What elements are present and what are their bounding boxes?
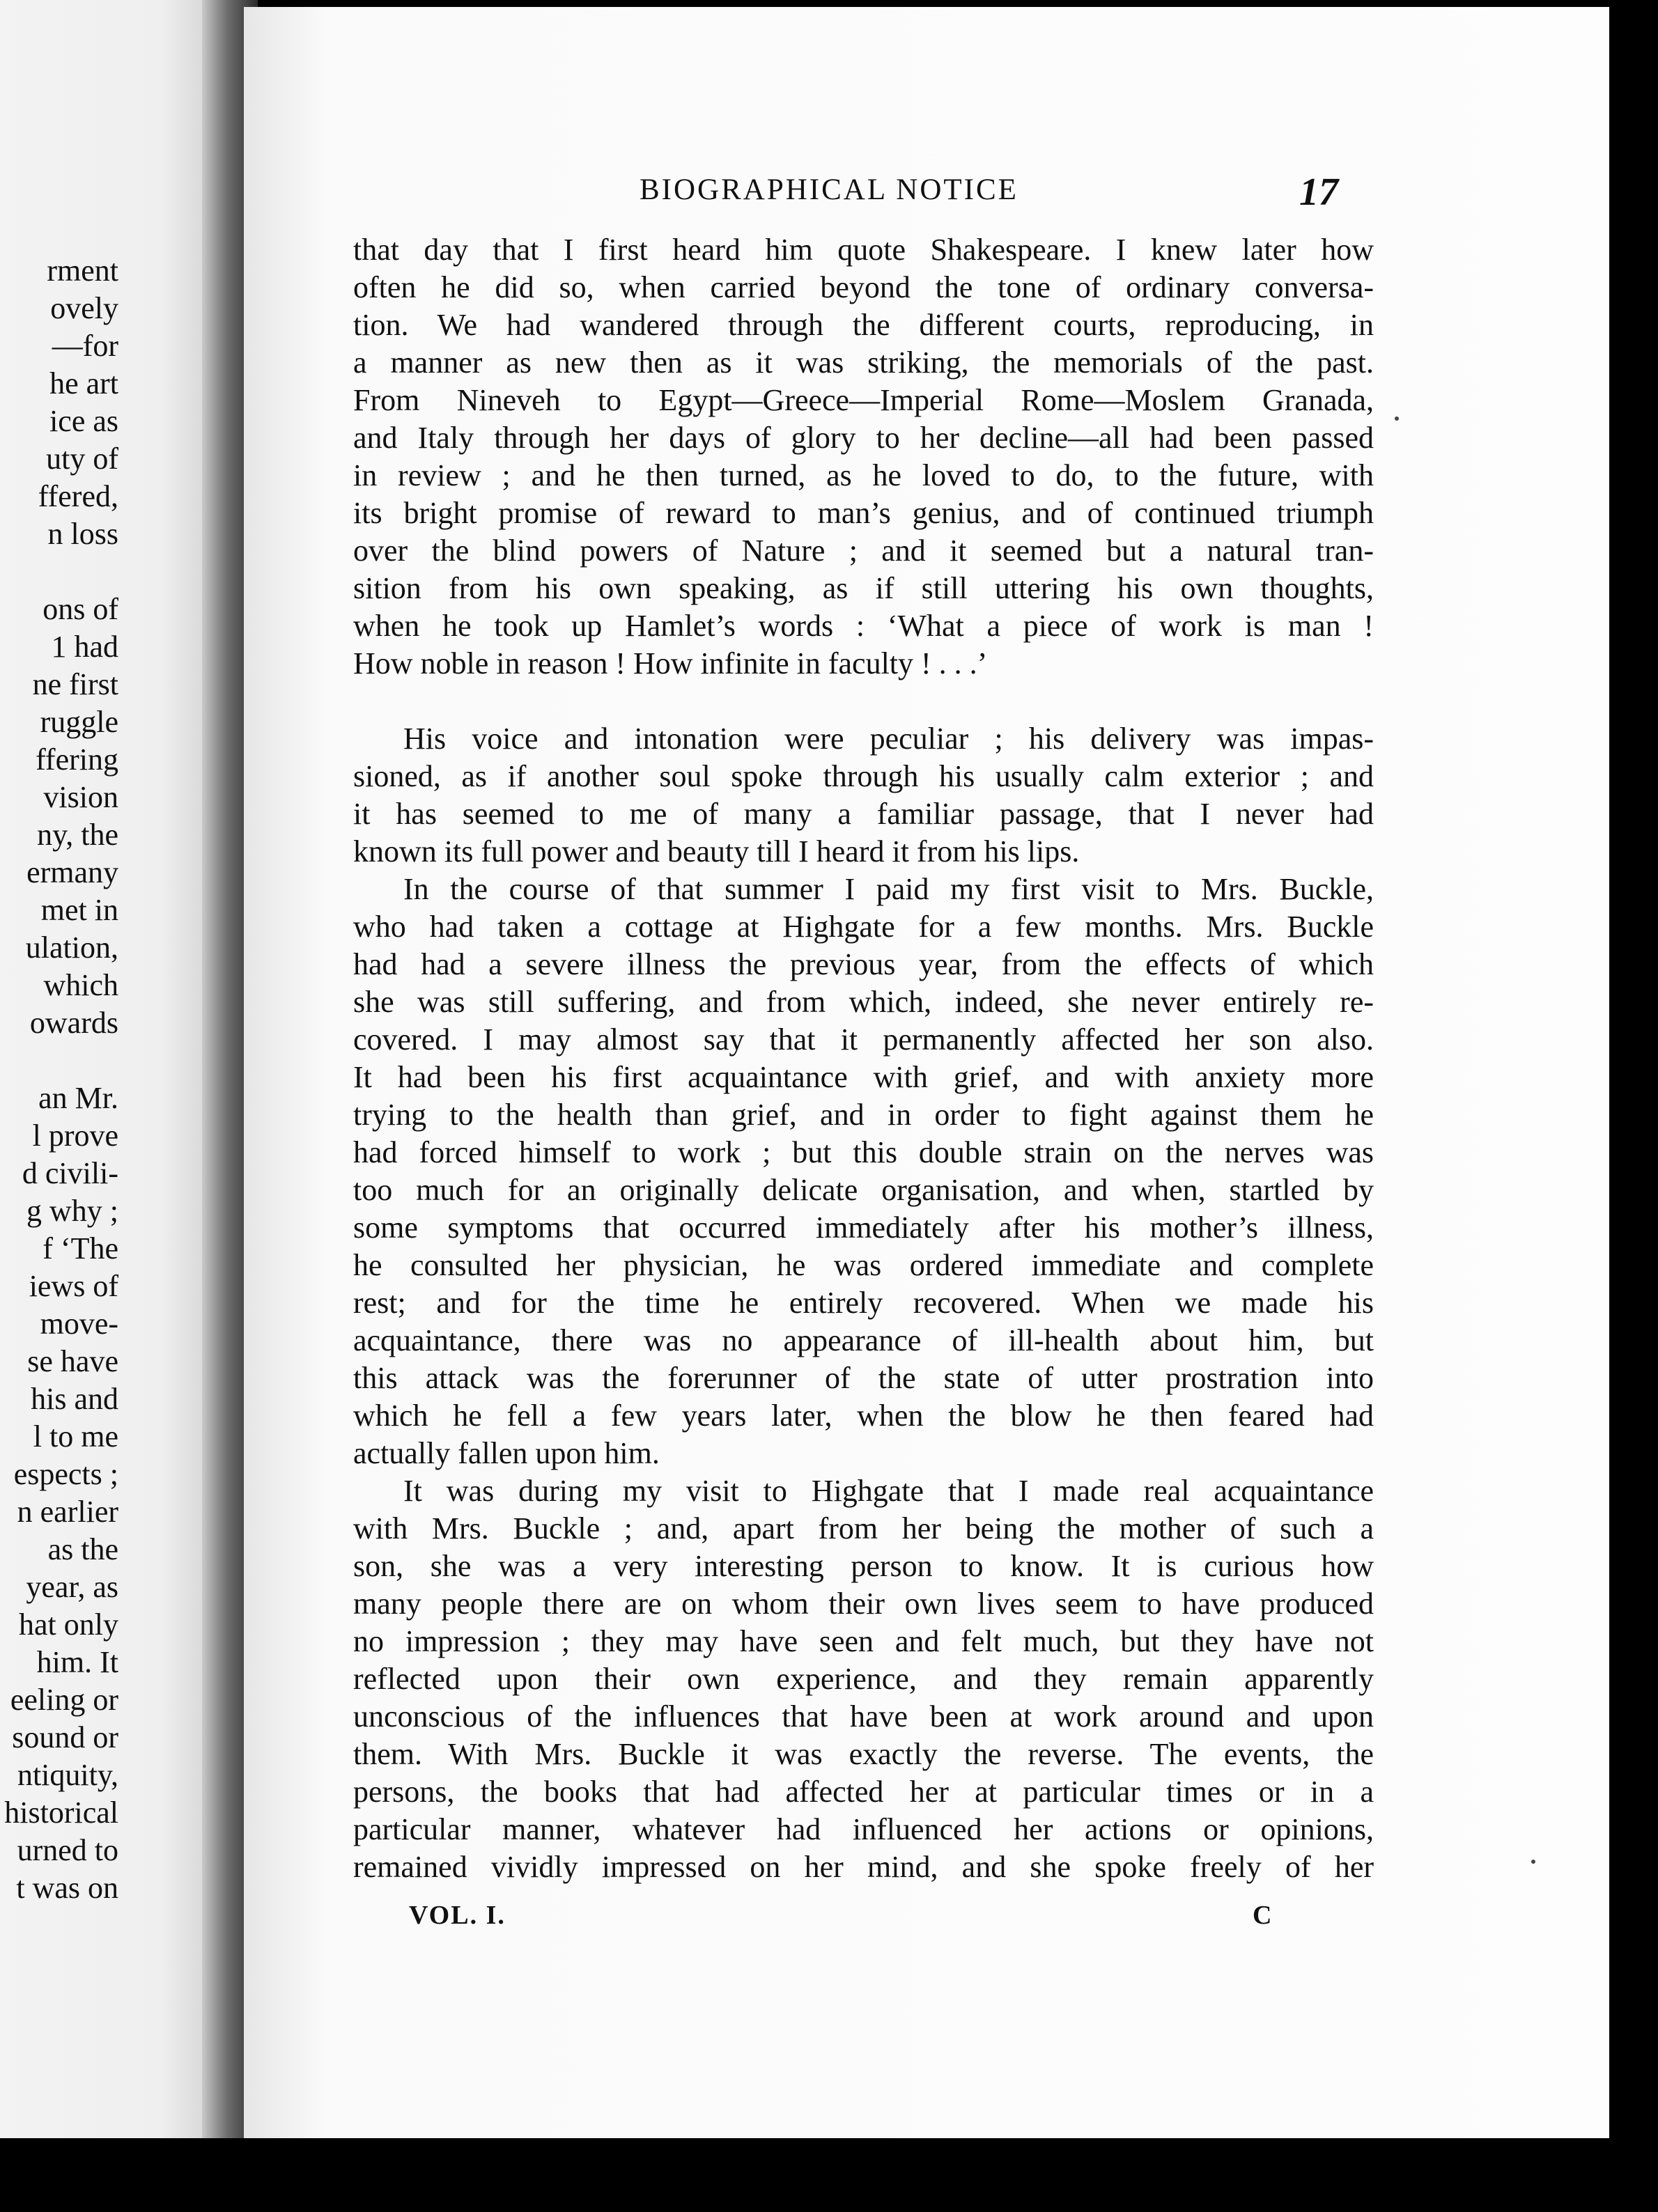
body-line: who had taken a cottage at Highgate for a few months. Mrs. Buckle [353,910,1374,944]
book-page [244,7,1609,2138]
body-line: tion. We had wandered through the different courts, reproducing, in [353,308,1374,342]
facing-page-line: sound or [12,1720,118,1754]
facing-page-line: espects ; [13,1457,118,1491]
facing-page-line: he art [49,366,118,400]
facing-page-line: him. It [36,1645,118,1679]
facing-page-fragment [0,0,230,2212]
facing-page-line: move- [40,1307,118,1341]
body-line: His voice and intonation were peculiar ; his delivery was impas- [403,722,1374,756]
facing-page-line: which [43,968,118,1002]
body-line: In the course of that summer I paid my first visit to Mrs. Buckle, [403,872,1374,906]
body-line: many people there are on whom their own lives seem to have produced [353,1587,1374,1621]
facing-page-line: an Mr. [38,1081,118,1115]
facing-page-line: l to me [33,1419,118,1454]
facing-page-line: n loss [47,517,118,551]
facing-page-line: ffered, [38,479,118,513]
body-line: reflected upon their own experience, and they remain apparently [353,1662,1374,1696]
body-line: this attack was the forerunner of the state of utter prostration into [353,1361,1374,1395]
facing-page-line: iews of [29,1269,118,1303]
body-line: covered. I may almost say that it permanently affected her son also. [353,1022,1374,1057]
signature-mark: C [1253,1901,1272,1930]
facing-page-line: met in [40,893,118,927]
facing-page-line: —for [52,329,118,363]
body-line: and Italy through her days of glory to her decline—all had been passed [353,421,1374,455]
facing-page-line: ny, the [37,818,118,852]
body-line: that day that I first heard him quote Shakespeare. I knew later how [353,233,1374,267]
volume-mark: VOL. I. [409,1901,506,1930]
body-line: It had been his first acquaintance with grief, and with anxiety more [353,1060,1374,1094]
facing-page-line: 1 had [51,630,118,664]
body-line: which he fell a few years later, when the blow he then feared had [353,1399,1374,1433]
facing-page-line: ruggle [40,705,118,739]
body-line: persons, the books that had affected her at particular times or in a [353,1775,1374,1809]
facing-page-line: se have [27,1344,118,1378]
facing-page-line: ne first [32,667,118,701]
body-line: with Mrs. Buckle ; and, apart from her being the mother of such a [353,1511,1374,1545]
body-line: in review ; and he then turned, as he loved to do, to the future, with [353,458,1374,492]
body-line: unconscious of the influences that have been at work around and upon [353,1699,1374,1734]
facing-page-line: eeling or [10,1683,118,1717]
scan-border [0,2138,1658,2212]
body-line: too much for an originally delicate organisation, and when, startled by [353,1173,1374,1207]
facing-page-line: vision [43,780,118,814]
facing-page-line: ulation, [25,930,118,965]
body-line: son, she was a very interesting person to know. It is curious how [353,1549,1374,1583]
facing-page-line: owards [29,1006,118,1040]
body-line: sioned, as if another soul spoke through his usually calm exterior ; and [353,759,1374,793]
body-line: rest; and for the time he entirely recovered. When we made his [353,1286,1374,1320]
facing-page-line: uty of [46,442,118,476]
body-line: had had a severe illness the previous year, from the effects of which [353,947,1374,981]
facing-page-line: n earlier [17,1495,118,1529]
body-line: remained vividly impressed on her mind, and she spoke freely of her [353,1850,1374,1884]
facing-page-line: his and [31,1382,118,1416]
body-line: she was still suffering, and from which, indeed, she never entirely re- [353,985,1374,1019]
facing-page-line: t was on [16,1871,118,1905]
facing-page-line: historical [4,1796,118,1830]
page-speck [1531,1860,1535,1864]
body-line: trying to the health than grief, and in order to fight against them he [353,1098,1374,1132]
facing-page-line: ermany [26,855,118,889]
facing-page-line: urned to [17,1833,118,1867]
facing-page-line: as the [47,1532,118,1566]
body-line: some symptoms that occurred immediately after his mother’s illness, [353,1210,1374,1245]
facing-page-line: f ‘The [42,1231,118,1265]
body-line: over the blind powers of Nature ; and it seemed but a natural tran- [353,533,1374,568]
body-line: its bright promise of reward to man’s genius, and of continued triumph [353,496,1374,530]
body-line: a manner as new then as it was striking, the memorials of the past. [353,345,1374,380]
body-line: It was during my visit to Highgate that I made real acquaintance [403,1474,1374,1508]
page-number: 17 [1299,171,1338,214]
facing-page-line: g why ; [26,1194,118,1228]
body-line: acquaintance, there was no appearance of ill-health about him, but [353,1323,1374,1357]
body-line: often he did so, when carried beyond the tone of ordinary conversa- [353,270,1374,304]
body-line: he consulted her physician, he was ordered immediate and complete [353,1248,1374,1282]
body-line: it has seemed to me of many a familiar passage, that I never had [353,797,1374,831]
facing-page-line: year, as [26,1570,118,1604]
facing-page-line: ffering [36,742,118,777]
body-line: particular manner, whatever had influenced her actions or opinions, [353,1812,1374,1846]
body-line: when he took up Hamlet’s words : ‘What a piece of work is man ! [353,609,1374,643]
facing-page-line: rment [47,254,118,288]
body-line: them. With Mrs. Buckle it was exactly the reverse. The events, the [353,1737,1374,1771]
facing-page-line: ovely [50,291,118,325]
facing-page-line: l prove [32,1119,118,1153]
page-header [244,173,1609,221]
body-line: had forced himself to work ; but this double strain on the nerves was [353,1135,1374,1169]
body-line: actually fallen upon him. [353,1436,660,1470]
body-line: sition from his own speaking, as if still uttering his own thoughts, [353,571,1374,605]
facing-page-line: ice as [49,404,118,438]
body-line: How noble in reason ! How infinite in faculty ! . . .’ [353,646,988,680]
body-line: no impression ; they may have seen and felt much, but they have not [353,1624,1374,1658]
running-head: BIOGRAPHICAL NOTICE [640,173,1018,206]
facing-page-line: hat only [19,1607,118,1642]
facing-page-line: ons of [42,592,118,626]
facing-page-line: d civili- [22,1156,118,1190]
body-line: known its full power and beauty till I heard it from his lips. [353,834,1080,869]
page-speck [1395,416,1399,421]
body-line: From Nineveh to Egypt—Greece—Imperial Rome—Moslem Granada, [353,383,1374,417]
facing-page-line: ntiquity, [17,1758,118,1792]
